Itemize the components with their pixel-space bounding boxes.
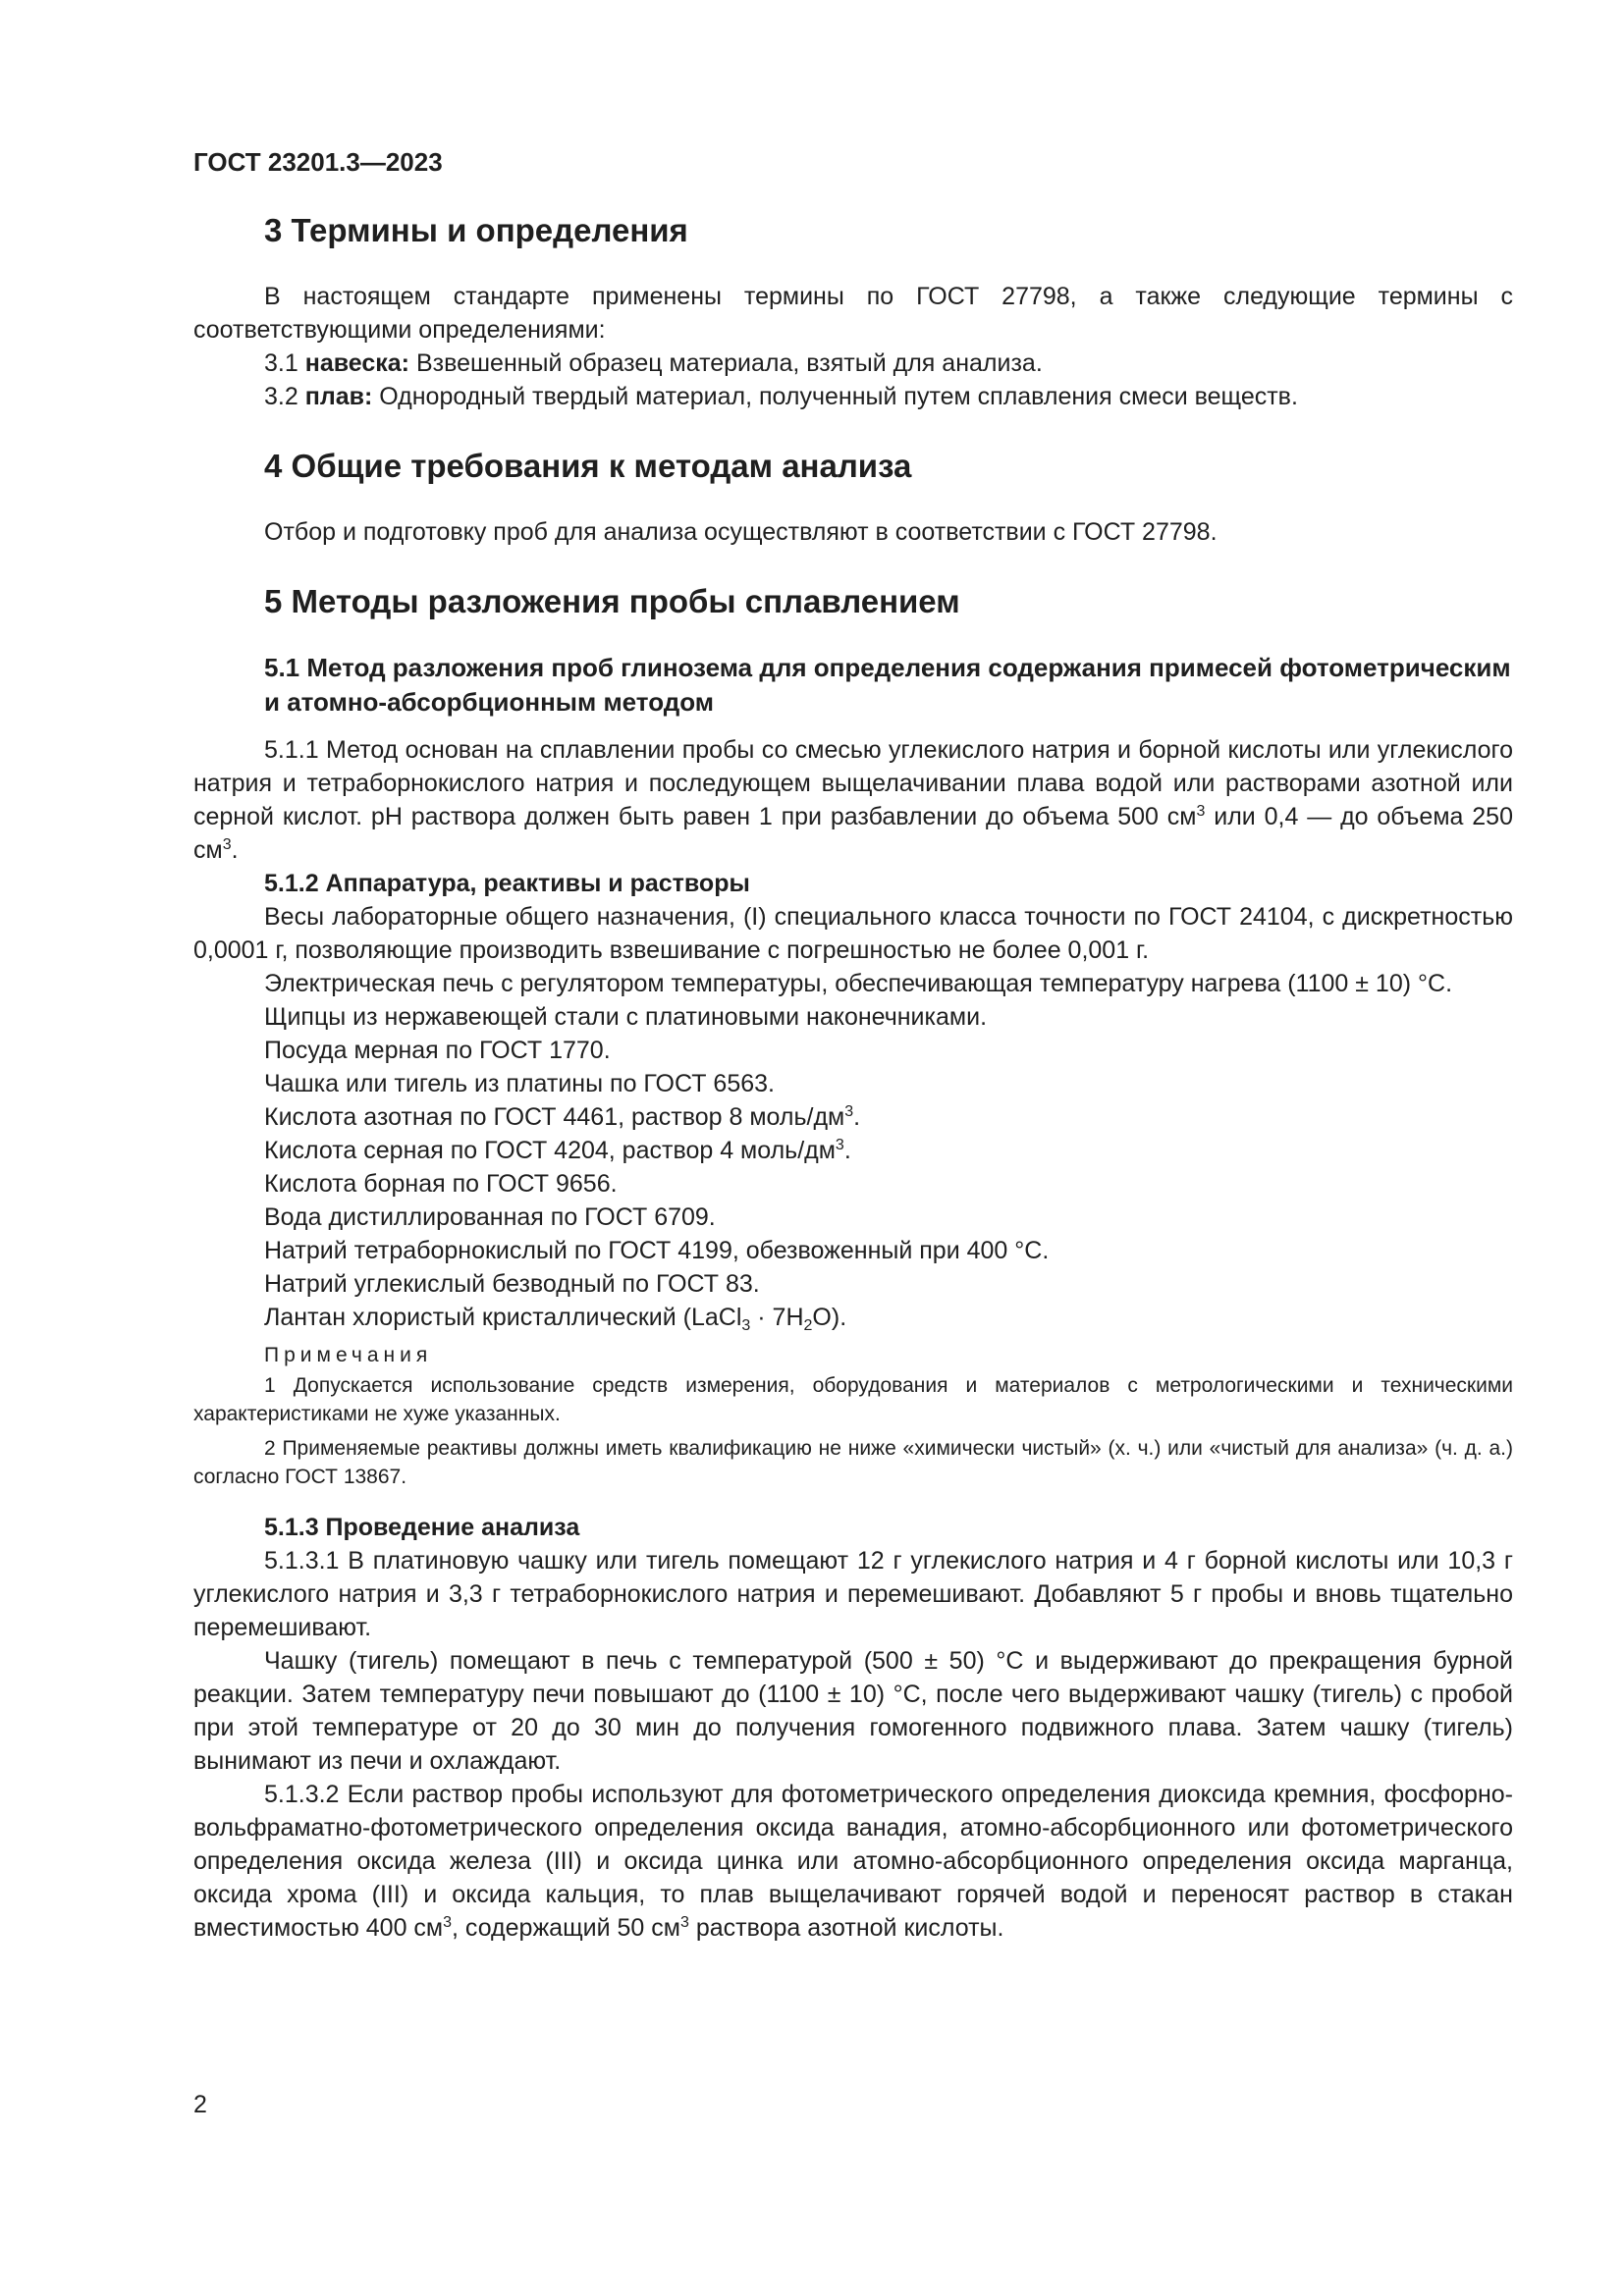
superscript: 3: [443, 1914, 453, 1931]
term-definition: Взвешенный образец материала, взятый для анализа.: [415, 349, 1043, 377]
subscript: 2: [803, 1317, 813, 1334]
text-part: .: [231, 836, 239, 864]
list-item: Натрий углекислый безводный по ГОСТ 83.: [264, 1270, 760, 1298]
text-part: Кислота азотная по ГОСТ 4461, раствор 8 моль/дм: [264, 1103, 845, 1131]
text-part: 5.1.3.2 Если раствор пробы используют для фотометрического определения диоксида кремния, фосфорно-вольфраматно-фотометрического определения оксида ванадия, атомно-абсорбционного или фотометрического определения оксида железа (III) и оксида цинка или атомно-абсорбционного определения оксида марганца, оксида хрома (III) и оксида кальция, то плав выщелачивают горячей водой и переносят раствор в стакан вместимостью 400 см: [193, 1781, 1513, 1942]
section-5-1-3-1: 5.1.3.1 В платиновую чашку или тигель помещают 12 г углекислого натрия и 4 г борной кислоты или 10,3 г углекислого натрия и 3,3 г тетраборнокислого натрия и перемешивают. Добавляют 5 г пробы и вновь тщательно перемешивают.: [193, 1547, 1513, 1641]
document-code: ГОСТ 23201.3—2023: [193, 147, 443, 177]
equipment-furnace: Электрическая печь с регулятором температуры, обеспечивающая температуру нагрева (1100 ± 10) °С.: [264, 970, 1453, 997]
list-item-lanthanum: [193, 1301, 1513, 1334]
text-part: Лантан хлористый кристаллический (LaCl: [264, 1304, 742, 1331]
list-item: Посуда мерная по ГОСТ 1770.: [264, 1037, 611, 1064]
term-number: 3.2: [264, 383, 298, 410]
list-item: Чашка или тигель из платины по ГОСТ 6563.: [264, 1070, 775, 1097]
document-page: [193, 147, 1513, 1945]
list-item: Кислота борная по ГОСТ 9656.: [264, 1170, 618, 1198]
term-3-1: [193, 347, 1513, 380]
superscript: 3: [222, 836, 232, 853]
section-5-1-3-title: 5.1.3 Проведение анализа: [264, 1514, 580, 1541]
term-definition: Однородный твердый материал, полученный путем сплавления смеси веществ.: [379, 383, 1298, 410]
term-name: навеска:: [304, 349, 409, 377]
section-5-1-2-title: 5.1.2 Аппаратура, реактивы и растворы: [264, 870, 750, 897]
list-item-sulfuric-acid: Кислота серная по ГОСТ 4204, раствор 4 моль/$дм^3$.: [264, 1137, 851, 1164]
text-part: Кислота серная по ГОСТ 4204, раствор 4 моль/дм: [264, 1137, 836, 1164]
text-part: или 0,4 — до объема 250 см: [193, 803, 1513, 864]
section-5-1-3-2: [193, 1778, 1513, 1945]
text-part: · 7H: [750, 1304, 804, 1331]
notes-heading: Примечания: [264, 1344, 433, 1366]
text-part: O).: [812, 1304, 847, 1331]
section-5-1-3-1-cont: Чашку (тигель) помещают в печь с температурой (500 ± 50) °С и выдерживают до прекращения бурной реакции. Затем температуру печи повышают до (1100 ± 10) °С, после чего выдерживают чашку (тигель) с пробой при этой температуре от 20 до 30 мин до получения гомогенного подвижного плава. Затем чашку (тигель) вынимают из печи и охлаждают.: [193, 1647, 1513, 1775]
term-3-2: [193, 380, 1513, 413]
section-4-text: Отбор и подготовку проб для анализа осуществляют в соответствии с ГОСТ 27798.: [264, 518, 1218, 546]
text-part: раствора азотной кислоты.: [688, 1914, 1004, 1942]
superscript: 3: [1196, 803, 1206, 820]
subscript: 3: [741, 1317, 751, 1334]
page-number: 2: [193, 2091, 207, 2118]
text-part: , содержащий 50 см: [452, 1914, 680, 1942]
term-name: плав:: [304, 383, 373, 410]
list-item-nitric-acid: Кислота азотная по ГОСТ 4461, раствор 8 моль/$дм^3$.: [264, 1103, 861, 1131]
superscript: 3: [844, 1103, 854, 1120]
list-item: Натрий тетраборнокислый по ГОСТ 4199, обезвоженный при 400 °С.: [264, 1237, 1050, 1264]
note-1: 1 Допускается использование средств измерения, оборудования и материалов с метрологическими и техническими характеристиками не хуже указанных.: [193, 1374, 1513, 1425]
section-4-title: 4 Общие требования к методам анализа: [264, 448, 912, 484]
list-item: Щипцы из нержавеющей стали с платиновыми наконечниками.: [264, 1003, 988, 1031]
section-3-intro: В настоящем стандарте применены термины по ГОСТ 27798, а также следующие термины с соответствующими определениями:: [193, 283, 1513, 344]
section-5-title: 5 Методы разложения пробы сплавлением: [264, 583, 960, 619]
superscript: 3: [835, 1137, 844, 1153]
superscript: 3: [679, 1914, 689, 1931]
note-2: 2 Применяемые реактивы должны иметь квалификацию не ниже «химически чистый» (х. ч.) или «чистый для анализа» (ч. д. а.) согласно ГОСТ 13867.: [193, 1437, 1513, 1488]
section-5-1-1: [193, 733, 1513, 867]
text-part: 5.1.1 Метод основан на сплавлении пробы со смесью углекислого натрия и борной кислоты или углекислого натрия и тетраборнокислого натрия и последующем выщелачивании плава водой или растворами азотной или серной кислот. pH раствора должен быть равен 1 при разбавлении до объема 500 см: [193, 736, 1513, 830]
equipment-scales: Весы лабораторные общего назначения, (I) специального класса точности по ГОСТ 24104, с дискретностью 0,0001 г, позволяющие производить взвешивание с погрешностью не более 0,001 г.: [193, 903, 1513, 964]
list-item: Вода дистиллированная по ГОСТ 6709.: [264, 1203, 716, 1231]
term-number: 3.1: [264, 349, 298, 377]
section-3-title: 3 Термины и определения: [264, 212, 688, 248]
section-5-1-title: 5.1 Метод разложения проб глинозема для определения содержания примесей фотометрическим и атомно-абсорбционным методом: [264, 653, 1511, 717]
